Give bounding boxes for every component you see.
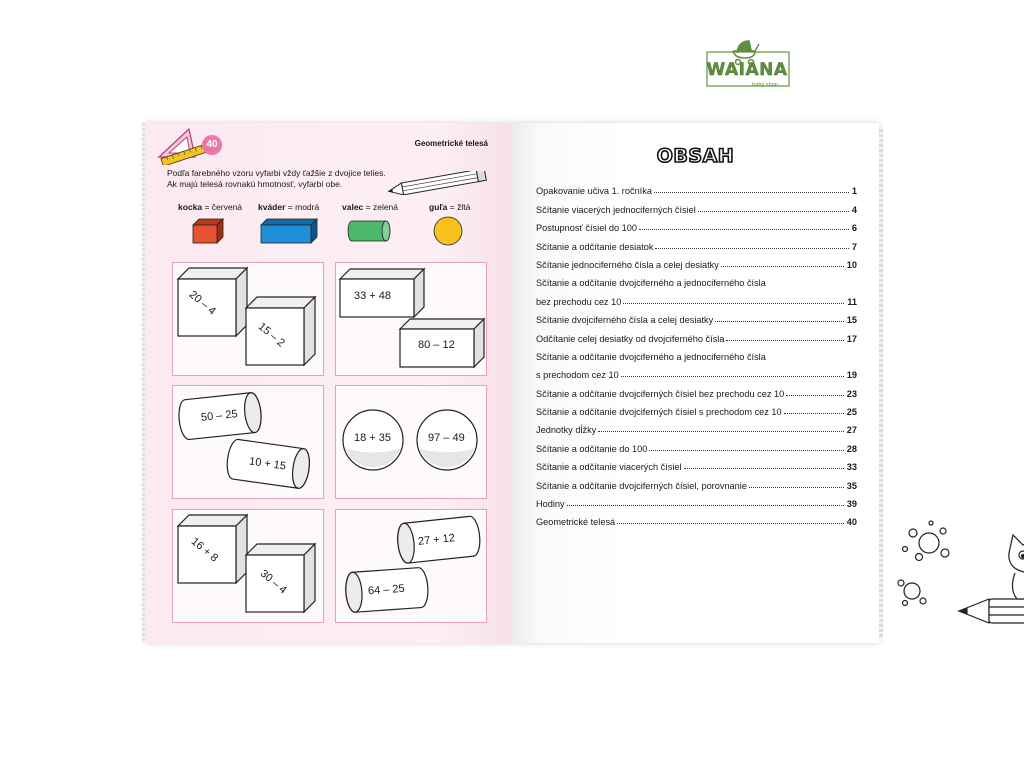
toc-entry-page: 28 — [846, 443, 857, 454]
toc-leader-dots — [621, 376, 844, 377]
legend-color: červená — [211, 202, 243, 212]
toc-entry-title: Sčítanie a odčítanie dvojciferných čísiel, porovnanie — [536, 480, 747, 491]
expression: 80 – 12 — [418, 339, 455, 351]
toc-entry — [536, 178, 857, 196]
toc-entry — [536, 417, 857, 435]
expression: 18 + 35 — [354, 432, 392, 444]
toc-entry — [536, 215, 857, 233]
exercise-box-1 — [172, 262, 324, 376]
legend-color: zelená — [372, 202, 399, 212]
toc-entry-page: 35 — [846, 480, 857, 491]
toc-entry-title: Sčítanie dvojciferného čísla a celej desiatky — [536, 315, 714, 326]
toc-entry-title: Hodiny — [536, 499, 565, 510]
two-cylinders-figure — [336, 510, 486, 622]
cat-icon — [1009, 535, 1024, 599]
legend-valec: valec = zelená — [342, 202, 399, 212]
toc-entry-title: Geometrické telesá — [536, 517, 616, 528]
red-cube — [191, 217, 225, 245]
toc-leader-dots — [698, 211, 849, 212]
toc-title: OBSAH — [656, 145, 735, 167]
toc-entry — [536, 435, 857, 453]
toc-entry-title: Sčítanie a odčítanie viacerých čísiel — [536, 462, 682, 473]
toc-leader-dots — [598, 431, 844, 432]
toc-entry-title: Sčítanie jednociferného čísla a celej desiatky — [536, 259, 719, 270]
toc-entry-page: 25 — [846, 407, 857, 418]
page-number: 40 — [202, 135, 222, 155]
toc-entry-title: Jednotky dĺžky — [536, 425, 597, 436]
toc-leader-dots — [749, 487, 844, 488]
toc-leader-dots — [567, 505, 844, 506]
toc-entry — [536, 325, 857, 343]
toc-entry — [536, 344, 857, 362]
toc-entry-title: Postupnosť čísiel do 100 — [536, 223, 637, 234]
toc-entry-page: 6 — [851, 223, 857, 234]
toc-entry-page: 4 — [851, 204, 857, 215]
toc-leader-dots — [655, 248, 848, 249]
logo-subtitle: baby shop — [752, 82, 778, 88]
right-page — [512, 123, 879, 643]
toc-entry — [536, 509, 857, 527]
expression: 20 – 4 — [186, 288, 218, 318]
toc-leader-dots — [721, 266, 844, 267]
legend-shape: guľa — [429, 202, 448, 212]
toc-entry-page: 33 — [846, 462, 857, 473]
toc-entry — [536, 252, 857, 270]
legend-shape: kocka — [178, 202, 203, 212]
toc-entry — [536, 454, 857, 472]
toc-entry-title: s prechodom cez 10 — [536, 370, 619, 381]
expression: 64 – 25 — [367, 582, 406, 598]
toc-entry — [536, 472, 857, 490]
toc-leader-dots — [639, 229, 849, 230]
toc-entry-title: Sčítanie a odčítanie dvojciferného a jednociferného čísla — [536, 278, 766, 289]
toc-entry — [536, 288, 857, 306]
toc-leader-dots — [649, 450, 843, 451]
toc-entry — [536, 307, 857, 325]
two-cylinders-figure — [173, 386, 323, 498]
left-page — [145, 123, 512, 643]
toc-entry-page: 10 — [846, 259, 857, 270]
toc-entry-page: 17 — [846, 333, 857, 344]
yellow-sphere — [432, 215, 464, 247]
toc-entry-title: bez prechodu cez 10 — [536, 296, 622, 307]
logo-brand: WAIANA — [706, 60, 788, 80]
toc-entry-title: Opakovanie učiva 1. ročníka — [536, 186, 652, 197]
exercise-box-6 — [335, 509, 487, 623]
toc-entry-page: 23 — [846, 388, 857, 399]
pencil-icon — [959, 599, 1024, 623]
toc-entry — [536, 491, 857, 509]
toc-entry-page: 27 — [846, 425, 857, 436]
blue-cuboid — [259, 217, 319, 245]
toc-leader-dots — [684, 468, 844, 469]
toc-entry-page: 7 — [851, 241, 857, 252]
toc-leader-dots — [623, 303, 844, 304]
legend-kocka: kocka = červená — [178, 202, 243, 212]
toc-entry — [536, 270, 857, 288]
legend-kvader: kváder = modrá — [258, 202, 320, 212]
toc-leader-dots — [654, 192, 849, 193]
toc-entry-page: 1 — [851, 186, 857, 197]
exercise-box-2 — [335, 262, 487, 376]
legend-shape: valec — [342, 202, 364, 212]
toc-entry-page: 39 — [846, 499, 857, 510]
expression: 33 + 48 — [354, 290, 392, 302]
instruction-line: Ak majú telesá rovnakú hmotnosť, vyfarbi obe. — [167, 179, 343, 189]
toc-entry-title: Sčítanie a odčítanie desiatok — [536, 241, 654, 252]
expression: 10 + 15 — [248, 455, 287, 473]
toc-leader-dots — [786, 395, 844, 396]
toc-entry-page: 19 — [846, 370, 857, 381]
toc-entry-page: 15 — [846, 315, 857, 326]
table-of-contents — [536, 178, 857, 527]
expression: 97 – 49 — [428, 432, 465, 444]
toc-entry — [536, 233, 857, 251]
toc-entry-title: Odčítanie celej desiatky od dvojciferného čísla — [536, 333, 725, 344]
open-book — [145, 123, 879, 643]
toc-leader-dots — [715, 321, 844, 322]
instruction-line: Podľa farebného vzoru vyfarbi vždy ťažšie z dvojice telies. — [167, 168, 386, 178]
toc-entry-title: Sčítanie a odčítanie dvojciferných čísiel bez prechodu cez 10 — [536, 388, 785, 399]
toc-entry-title: Sčítanie a odčítanie dvojciferných čísiel s prechodom cez 10 — [536, 407, 782, 418]
two-cubes-figure — [173, 263, 323, 375]
instruction-text — [167, 168, 386, 190]
expression: 50 – 25 — [200, 408, 239, 424]
toc-entry — [536, 196, 857, 214]
page-title: Geometrické telesá — [414, 139, 488, 148]
exercise-box-4 — [335, 385, 487, 499]
toc-entry-title: Sčítanie a odčítanie dvojciferného a jednociferného čísla — [536, 351, 766, 362]
legend-color: modrá — [295, 202, 320, 212]
toc-entry-page: 40 — [846, 517, 857, 528]
expression: 16 + 8 — [188, 535, 221, 565]
toc-leader-dots — [617, 523, 844, 524]
exercise-box-3 — [172, 385, 324, 499]
paint-splat-icon — [898, 521, 949, 606]
toc-entry-title: Sčítanie a odčítanie do 100 — [536, 443, 648, 454]
toc-leader-dots — [726, 340, 843, 341]
exercise-box-5 — [172, 509, 324, 623]
toc-leader-dots — [784, 413, 844, 414]
expression: 27 + 12 — [417, 532, 456, 548]
pencil-icon — [380, 171, 492, 195]
toc-entry — [536, 380, 857, 398]
toc-entry — [536, 362, 857, 380]
two-cubes-figure — [173, 510, 323, 622]
green-cylinder — [346, 219, 392, 243]
expression: 15 – 2 — [255, 320, 287, 350]
expression: 30 – 4 — [257, 567, 289, 597]
pencil-with-cat-and-dog-illustration — [879, 513, 1024, 643]
two-cuboids-figure — [336, 263, 486, 375]
toc-entry-title: Sčítanie viacerých jednociferných čísiel — [536, 204, 696, 215]
toc-entry-page: 11 — [847, 296, 857, 307]
legend-color: žltá — [457, 202, 471, 212]
legend-gula: guľa = žltá — [429, 202, 471, 212]
legend-shape: kváder — [258, 202, 286, 212]
toc-entry — [536, 399, 857, 417]
